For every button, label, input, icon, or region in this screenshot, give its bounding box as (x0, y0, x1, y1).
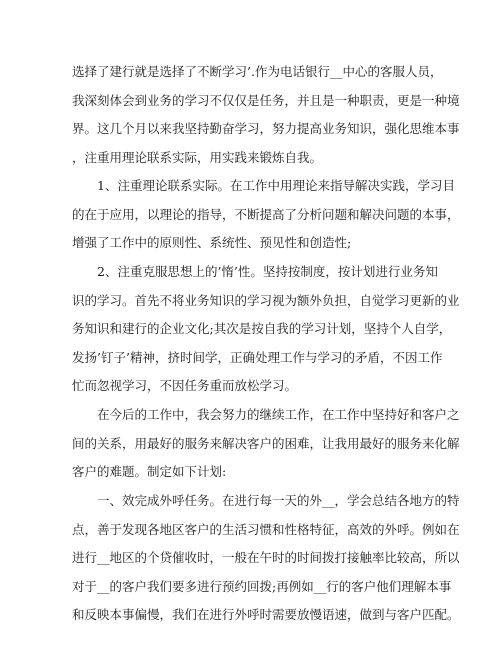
paragraph-overcome-laziness (72, 258, 460, 401)
paragraph-learning (72, 58, 460, 172)
text-line: 一、效完成外呼任务。在进行每一天的外__，学会总结各地方的特 (97, 493, 460, 508)
text-line: 忙而忽视学习，不因任务重而放松学习。 (72, 378, 298, 393)
text-line: 的在于应用，以理论的指导，不断提高了分析问题和解决问题的本事， (72, 206, 460, 222)
text-line: 识的学习。首先不将业务知识的学习视为额外负担，自觉学习更新的业 (72, 292, 460, 308)
text-line: 对于__的客户我们要多进行预约回拨;再例如__行的客户他们理解本事 (72, 578, 452, 594)
text-line: 我深刻体会到业务的学习不仅仅是任务，并且是一种职责，更是一种境 (72, 92, 460, 108)
text-line: 选择了建行就是选择了不断学习’.作为电话银行__中心的客服人员， (72, 64, 443, 79)
text-line: 和反映本事偏慢，我们在进行外呼时需要放慢语速，做到与客户匹配。 (72, 607, 460, 622)
text-line: 客户的难题。制定如下计划: (72, 464, 227, 479)
text-line: 1、注重理论联系实际。在工作中用理论来指导解决实践，学习目 (97, 178, 455, 193)
text-line: 2、注重克服思想上的’惰’性。坚持按制度，按计划进行业务知 (97, 264, 438, 279)
text-line: 间的关系，用最好的服务来解决客户的困难，让我用最好的服务来化解 (72, 435, 460, 451)
paragraph-future-work (72, 401, 460, 487)
paragraph-outbound-calls (72, 487, 460, 630)
text-line: 发扬’钉子’精神，挤时间学，正确处理工作与学习的矛盾，不因工作 (72, 349, 443, 365)
text-line: 点，善于发现各地区客户的生活习惯和性格特征，高效的外呼。例如在 (72, 521, 460, 537)
text-line: 进行__地区的个贷催收时，一般在午时的时间拨打接触率比较高，所以 (72, 550, 460, 565)
text-line: 增强了工作中的原则性、系统性、预见性和创造性; (72, 235, 352, 250)
paragraph-theory-practice (72, 172, 460, 258)
text-line: 务知识和建行的企业文化;其次是按自我的学习计划，坚持个人自学， (72, 321, 452, 336)
text-line: 界。这几个月以来我坚持勤奋学习，努力提高业务知识，强化思维本事 (72, 121, 460, 136)
text-line: ，注重用理论联系实际，用实践来锻炼自我。 (72, 149, 323, 165)
text-line: 在今后的工作中，我会努力的继续工作，在工作中坚持好和客户之 (97, 407, 460, 422)
